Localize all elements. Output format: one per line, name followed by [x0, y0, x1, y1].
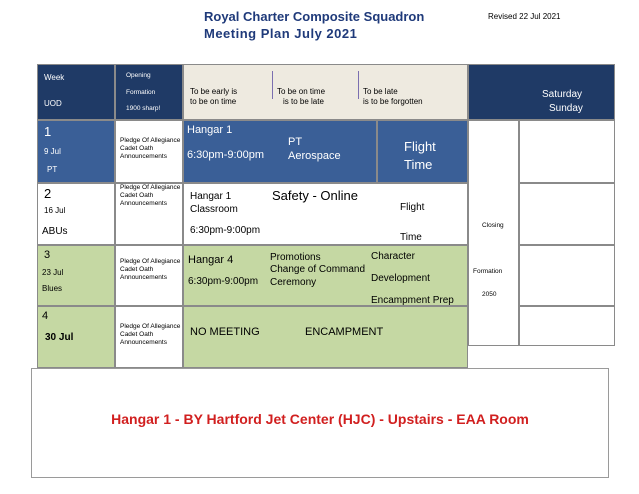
week-1-cell [37, 120, 115, 183]
header-week-cell [37, 64, 115, 120]
week-2-number: 2 [44, 186, 52, 201]
weekend-cell-1 [519, 120, 615, 183]
motto-divider-2 [358, 71, 359, 99]
week-4-pledge-1: Pledge Of Allegiance [120, 323, 181, 330]
week-1-pledge-cell [115, 120, 183, 183]
week-4-no-meeting: NO MEETING [190, 326, 260, 338]
week-3-number: 3 [44, 249, 51, 261]
week-2-pledge-2: Cadet Oath [120, 192, 154, 199]
location-footer [31, 368, 609, 478]
closing-time-label: 2050 [482, 291, 497, 298]
revised-date: Revised 22 Jul 2021 [488, 12, 561, 21]
week-4-date: 30 Jul [45, 332, 74, 343]
week-1-time: 6:30pm-9:00pm [187, 149, 265, 161]
week-3-activity-2: Change of Command [270, 264, 366, 275]
week-1-extra-2: Time [404, 157, 433, 172]
week-1-date: 9 Jul [44, 147, 61, 156]
closing-formation-label: Formation [473, 268, 503, 275]
week-4-pledge-cell [115, 306, 183, 368]
week-1-activity-1: PT [288, 136, 303, 148]
formation-label: Formation [126, 89, 156, 96]
week-1-extra-1: Flight [404, 139, 436, 154]
week-2-pledge-3: Announcements [120, 200, 167, 207]
motto-1-line1: To be early is [190, 87, 238, 96]
closing-label: Closing [482, 222, 504, 229]
week-4-cell [37, 306, 115, 368]
week-1-pledge-2: Cadet Oath [120, 145, 154, 152]
saturday-label: Saturday [542, 89, 583, 100]
week-3-activity-3: Ceremony [270, 277, 317, 288]
week-2-pledge-cell [115, 183, 183, 245]
week-2-cell [37, 183, 115, 245]
header-weekend-cell [468, 64, 615, 120]
week-3-activity-1: Promotions [270, 252, 321, 263]
week-3-pledge-1: Pledge Of Allegiance [120, 258, 181, 265]
week-1-pledge-3: Announcements [120, 153, 167, 160]
weekend-cell-4 [519, 306, 615, 346]
week-2-event-cell [183, 183, 468, 245]
week-3-pledge-2: Cadet Oath [120, 266, 154, 273]
weekend-cell-3 [519, 245, 615, 306]
week-3-event-cell [183, 245, 468, 306]
week-3-extra-2: Development [371, 273, 430, 284]
motto-2-line2: is to be late [283, 97, 324, 106]
squadron-title: Royal Charter Composite Squadron [204, 9, 425, 24]
motto-1-line2: to be on time [190, 97, 237, 106]
week-2-location: Hangar 1 [190, 191, 232, 202]
week-2-extra-2: Time [400, 232, 422, 243]
week-1-number: 1 [44, 124, 52, 139]
week-2-date: 16 Jul [44, 206, 66, 215]
weekend-cell-2 [519, 183, 615, 245]
week-2-pledge-1: Pledge Of Allegiance [120, 184, 181, 191]
motto-3-line1: To be late [363, 87, 398, 96]
meeting-plan-title: Meeting Plan July 2021 [204, 26, 358, 41]
week-1-location: Hangar 1 [187, 124, 233, 136]
week-label: Week [44, 73, 65, 82]
week-1-uod: PT [47, 165, 58, 174]
week-3-pledge-cell [115, 245, 183, 306]
motto-2-line1: To be on time [277, 87, 326, 96]
week-1-pledge-1: Pledge Of Allegiance [120, 137, 181, 144]
week-4-encampment: ENCAMPMENT [305, 326, 384, 338]
week-3-date: 23 Jul [42, 268, 64, 277]
header-opening-cell [115, 64, 183, 120]
week-2-activity: Safety - Online [272, 188, 358, 203]
week-4-pledge-2: Cadet Oath [120, 331, 154, 338]
week-1-extra-cell [377, 120, 468, 183]
header-motto-cell [183, 64, 468, 120]
week-4-number: 4 [42, 310, 49, 322]
week-3-location: Hangar 4 [188, 254, 234, 266]
week-3-extra-1: Character [371, 251, 415, 262]
week-4-pledge-3: Announcements [120, 339, 167, 346]
sunday-label: Sunday [549, 103, 583, 114]
week-2-uod: ABUs [42, 226, 68, 237]
week-4-event-cell [183, 306, 468, 368]
week-3-extra-3: Encampment Prep [371, 295, 454, 306]
opening-label: Opening [126, 72, 151, 79]
week-3-pledge-3: Announcements [120, 274, 167, 281]
week-2-extra-1: Flight [400, 202, 425, 213]
week-1-activity-2: Aerospace [288, 150, 341, 162]
motto-3-line2: is to be forgotten [363, 97, 423, 106]
week-2-time: 6:30pm-9:00pm [190, 225, 261, 236]
week-2-location-2: Classroom [190, 204, 238, 215]
sharp-label: 1900 sharp! [126, 105, 161, 112]
motto-divider-1 [272, 71, 273, 99]
week-1-event-cell [183, 120, 377, 183]
week-3-time: 6:30pm-9:00pm [188, 276, 259, 287]
closing-cell [468, 120, 519, 346]
uod-label: UOD [44, 99, 62, 108]
week-3-cell [37, 245, 115, 306]
location-text: Hangar 1 - BY Hartford Jet Center (HJC) - Upstairs - EAA Room [111, 411, 529, 427]
week-3-uod: Blues [42, 284, 63, 293]
